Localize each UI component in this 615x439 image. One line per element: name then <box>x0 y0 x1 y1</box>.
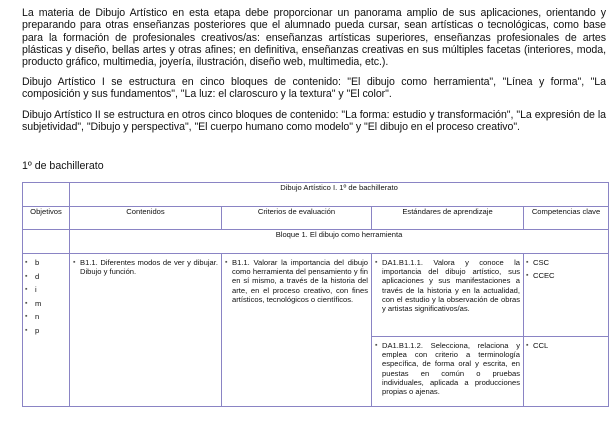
objetivo-item: ▪ i <box>23 285 69 294</box>
estandar-cell <box>372 337 524 407</box>
col-header-criterios: Criterios de evaluación <box>222 207 372 230</box>
estandar-cell <box>372 254 524 337</box>
objetivo-item: ▪ p <box>23 326 69 335</box>
objetivo-item: ▪ d <box>23 272 69 281</box>
block-title: Bloque 1. El dibujo como herramienta <box>70 230 609 254</box>
intro-paragraph: La materia de Dibujo Artístico en esta etapa debe proporcionar un panorama amplio de sus aplicaciones, orientando y preparando para otras enseñanzas posteriores que el alumnado pueda cursar, sean artísticas o tecnológicas, como base para la formación de profesionales creativos/as: enseñanzas artísticas superiores, enseñanzas profesionales de artes plásticas y diseño, bellas artes y otras afines; en definitiva, enseñanzas creativas en sus múltiples facetas (interiores, moda, producto gráfico, multimedia, joyería, ilustración, diseño web, multimedia, etc.). <box>22 7 606 69</box>
competencias-cell <box>524 337 609 407</box>
col-header-contenidos: Contenidos <box>70 207 222 230</box>
curriculum-table <box>22 182 609 407</box>
estandar-item: ▪ DA1.B1.1.2. Selecciona, relaciona y emplea con criterio a terminología específica, de forma oral y escrita, en puestas en común o pruebas individuales, aplicada a producciones propias o ajenas. <box>373 341 520 396</box>
criterio-item: ▪ B1.1. Valorar la importancia del dibujo como herramienta del pensamiento y fin en sí mismo, a través de la historia del arte, en el proceso creativo, con fines artísticos, tecnológicos o científicos. <box>223 258 368 304</box>
objetivo-item: ▪ m <box>23 299 69 308</box>
criterios-cell <box>222 254 372 407</box>
competencia-item: ▪ CSC <box>524 258 608 267</box>
col-header-competencias: Competencias clave <box>524 207 609 230</box>
competencias-cell <box>524 254 609 337</box>
objetivo-item: ▪ b <box>23 258 69 267</box>
section-heading: 1º de bachillerato <box>22 160 104 172</box>
contenidos-cell <box>70 254 222 407</box>
competencia-item: ▪ CCEC <box>524 271 608 280</box>
dibujo-ii-paragraph: Dibujo Artístico II se estructura en otros cinco bloques de contenido: "La forma: estudio y transformación", "La expresión de la subjetividad", "Dibujo y perspectiva", "El cuerpo humano como modelo" y "El dibujo en el proceso creativo". <box>22 109 606 134</box>
table-title: Dibujo Artístico I. 1º de bachillerato <box>70 183 609 207</box>
objetivo-item: ▪ n <box>23 312 69 321</box>
competencia-item: ▪ CCL <box>524 341 608 350</box>
col-header-estandares: Estándares de aprendizaje <box>372 207 524 230</box>
table-corner-cell <box>23 183 70 207</box>
block-corner-cell <box>23 230 70 254</box>
objetivos-cell <box>23 254 70 407</box>
contenido-item: ▪ B1.1. Diferentes modos de ver y dibujar. Dibujo y función. <box>71 258 218 276</box>
col-header-objetivos: Objetivos <box>23 207 70 230</box>
estandar-item: ▪ DA1.B1.1.1. Valora y conoce la importancia del dibujo artístico, sus aplicaciones y sus manifestaciones a través de la historia y en la actualidad, con el estudio y la observación de obras y artistas significativos/as. <box>373 258 520 313</box>
dibujo-i-paragraph: Dibujo Artístico I se estructura en cinco bloques de contenido: "El dibujo como herramienta", "Línea y forma", "La composición y sus fundamentos", "La luz: el claroscuro y la textura" y "El color". <box>22 76 606 101</box>
